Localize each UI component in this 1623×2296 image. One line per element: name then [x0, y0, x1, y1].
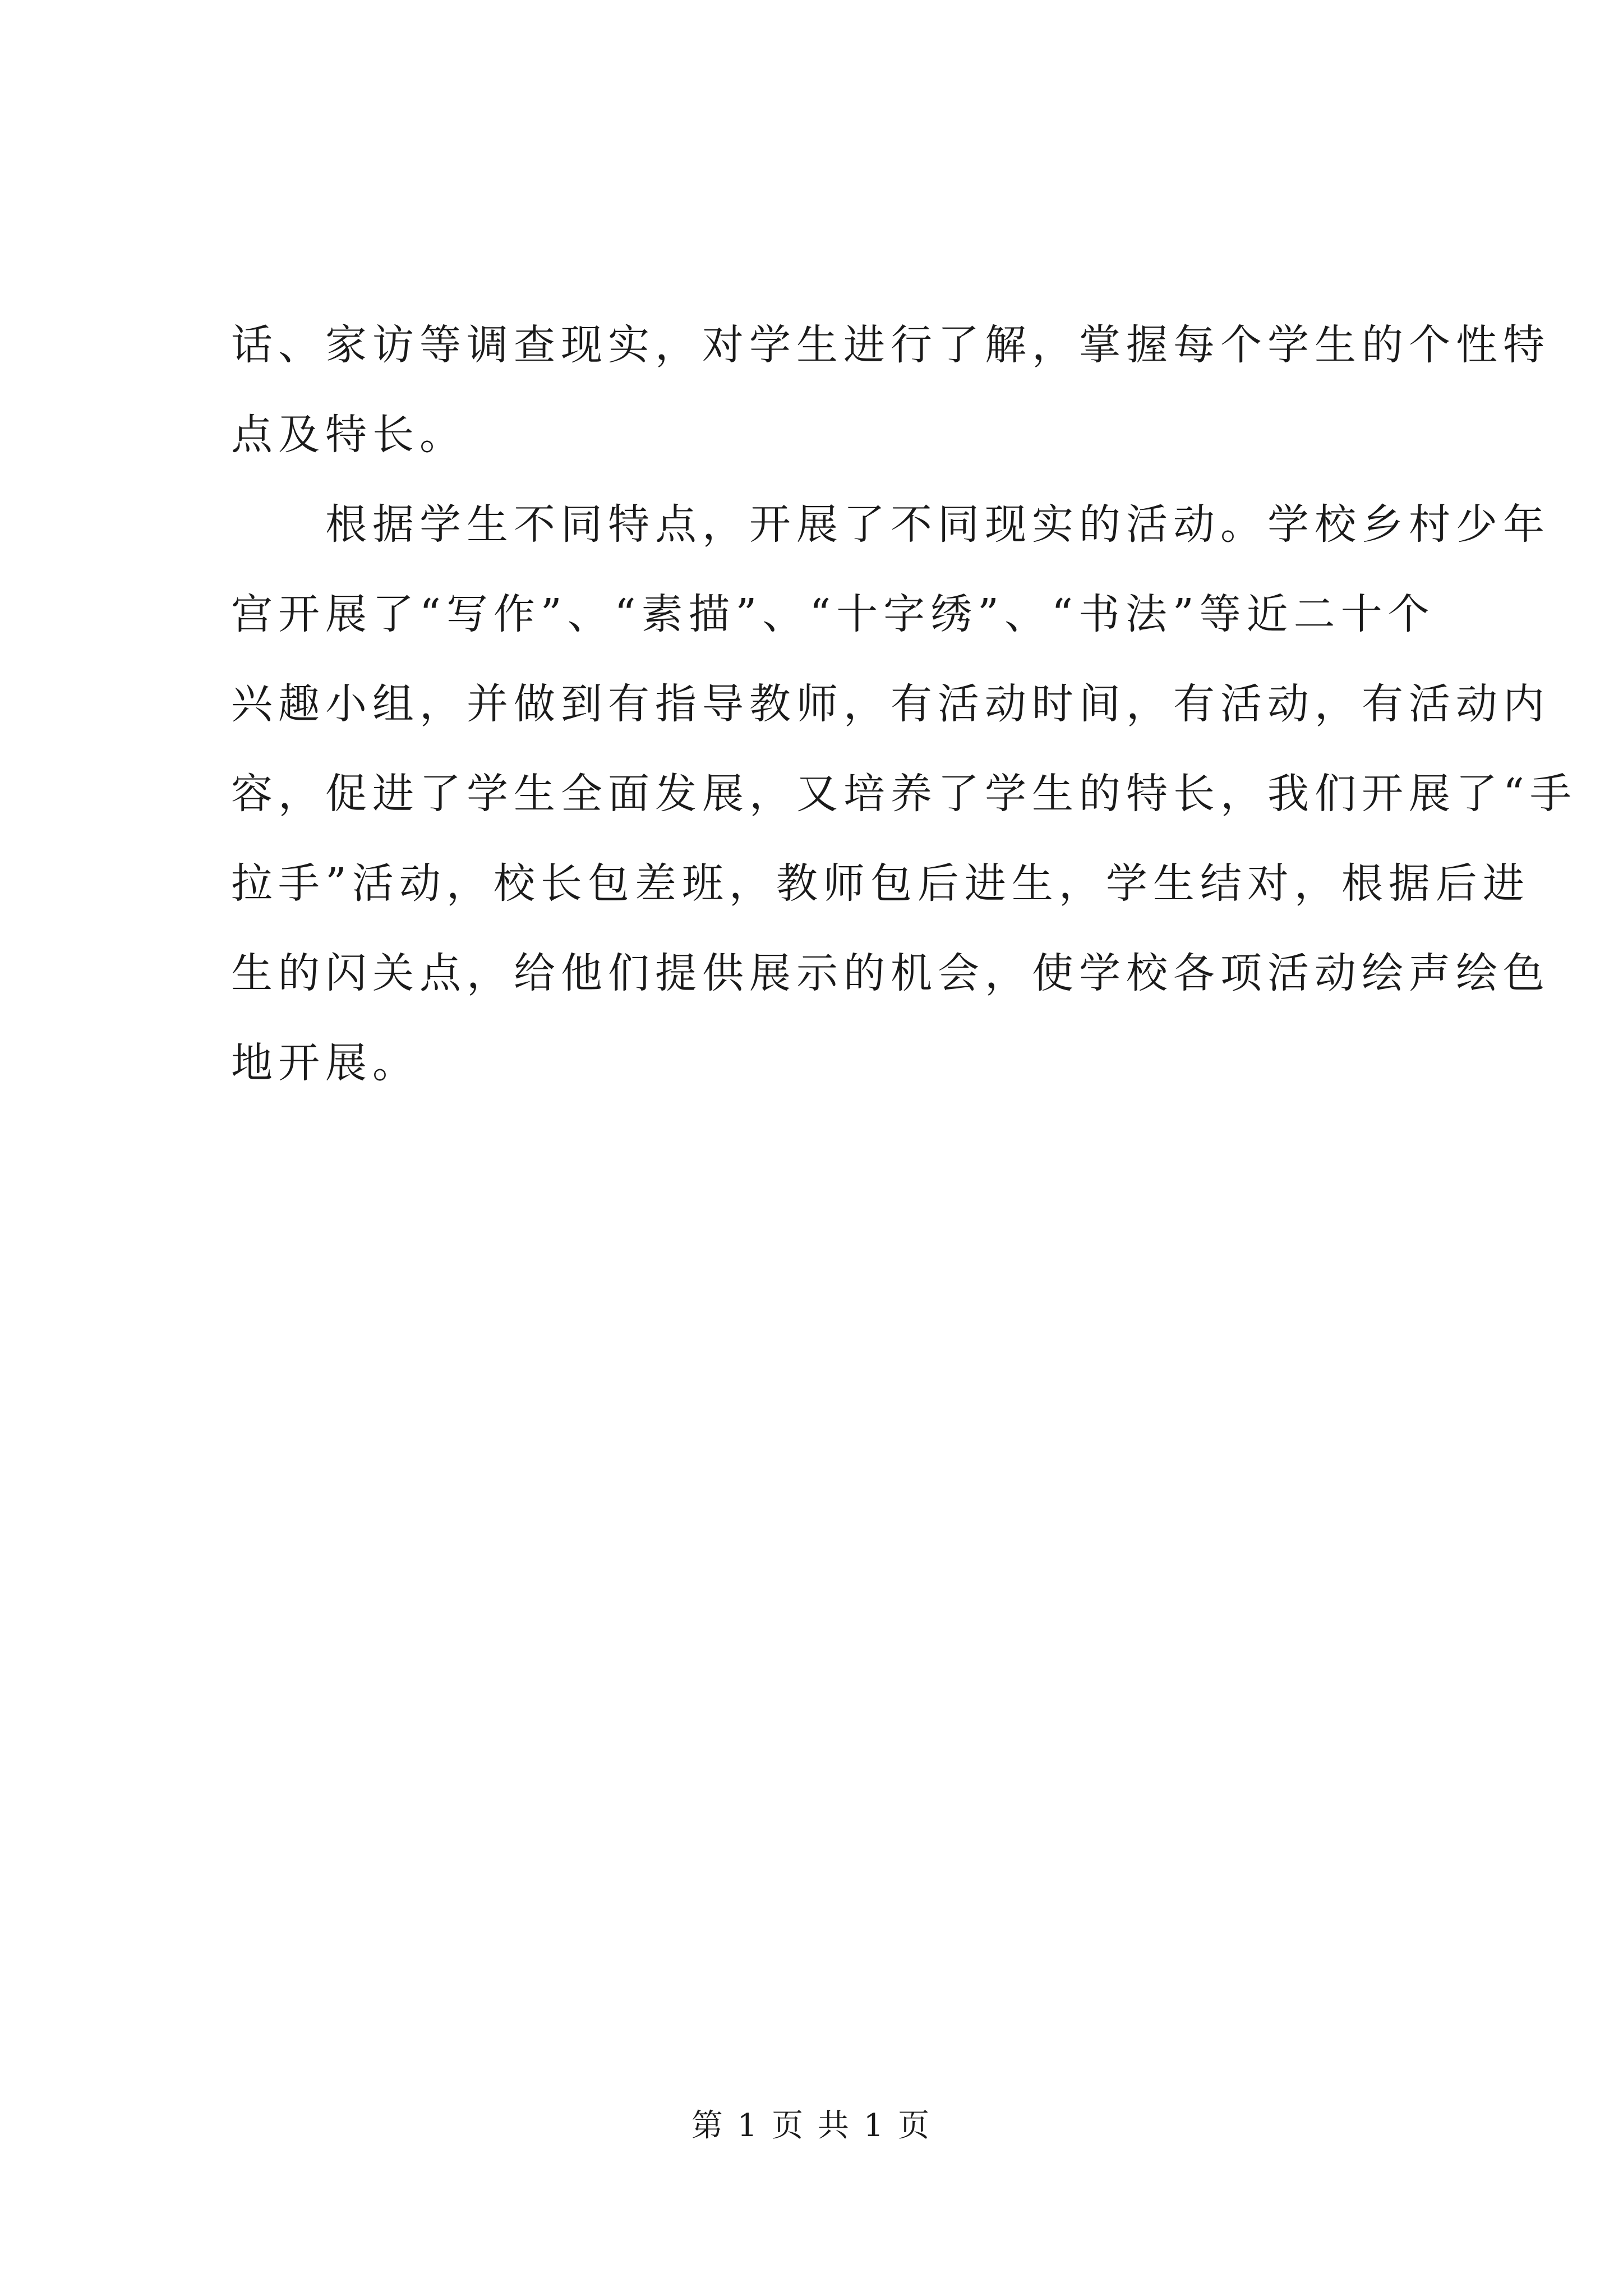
text-line: 拉手”活动，校长包差班，教师包后进生，学生结对，根据后进: [231, 859, 1530, 908]
text-line: 话、家访等调查现实，对学生进行了解，掌握每个学生的个性特: [231, 321, 1550, 369]
text-line: 地开展。: [231, 1039, 419, 1087]
page-number-footer: 第 1 页 共 1 页: [691, 2108, 932, 2144]
paragraph-1: [231, 300, 1550, 480]
text-line: 宫开展了“写作”、“素描”、“十字绣”、“书法”等近二十个: [231, 590, 1435, 638]
text-line: 容，促进了学生全面发展，又培养了学生的特长，我们开展了“手: [231, 770, 1577, 818]
body-text: [231, 300, 1577, 1108]
text-line: 兴趣小组，并做到有指导教师，有活动时间，有活动，有活动内: [231, 680, 1550, 728]
text-line: 根据学生不同特点，开展了不同现实的活动。学校乡村少年: [325, 500, 1550, 549]
paragraph-2: [231, 480, 1577, 1108]
text-line: 点及特长。: [231, 411, 467, 459]
text-line: 生的闪关点，给他们提供展示的机会，使学校各项活动绘声绘色: [231, 949, 1550, 997]
